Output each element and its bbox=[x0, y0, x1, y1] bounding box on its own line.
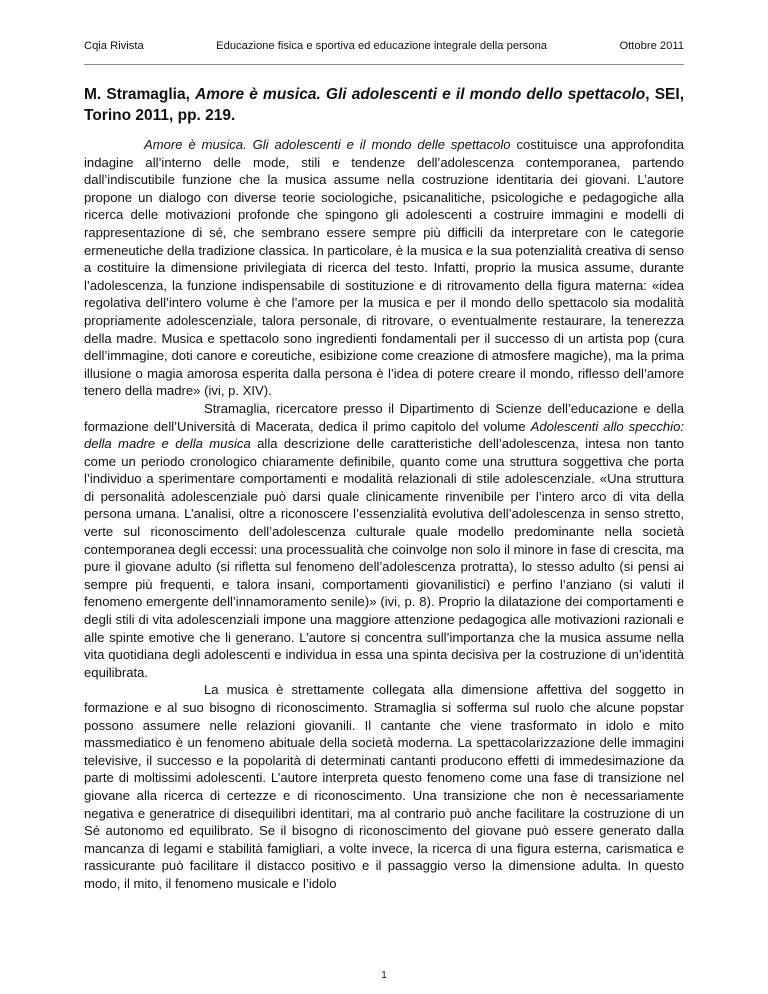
running-header bbox=[84, 40, 684, 52]
title-publication: , SEI, Torino 2011, pp. 219. bbox=[84, 86, 684, 124]
review-title bbox=[84, 84, 684, 126]
title-book: Amore è musica. Gli adolescenti e il mondo dello spettacolo bbox=[195, 86, 646, 103]
header-section-title: Educazione fisica e sportiva ed educazione integrale della persona bbox=[216, 40, 548, 52]
paragraph-2-chapter-title: Adolescenti allo specchio: della madre e della musica bbox=[84, 418, 684, 452]
header-divider bbox=[84, 64, 684, 65]
review-body bbox=[84, 136, 684, 893]
paragraph-3: La musica è strettamente collegata alla dimensione affettiva del soggetto in formazione e al suo bisogno di riconoscimento. Stramaglia si sofferma sul ruolo che alcune popstar possono assumere nelle relazioni giovanili. Il cantante che viene trasformato in idolo e mito massmediatico è un fenomeno abituale della società moderna. La spettacolarizzazione delle immagini televisive, il successo e la popolarità di determinati cantanti producono effetti di immedesimazione da parte di moltissimi adolescenti. L’autore interpreta questo fenomeno come una fase di transizione nel giovane alla ricerca di certezze e di riconoscimento. Una transizione che non è necessariamente negativa e generatrice di disequilibri identitari, ma al contrario può anche facilitare la costruzione di un Sé autonomo ed equilibrato. Se il bisogno di riconoscimento del giovane può essere generato dalla mancanza di legami e stabilità famigliari, a volte invece, la ricerca di una figura esterna, carismatica e rassicurante può facilitare il distacco positivo e il passaggio verso la dimensione adulta. In questo modo, il mito, il fenomeno musicale e l’idolo bbox=[84, 682, 684, 891]
page-number: 1 bbox=[381, 970, 387, 981]
paragraph-2 bbox=[84, 400, 684, 682]
paragraph-2-pre: Stramaglia, ricercatore presso il Dipartimento di Scienze dell’educazione e della formazione dell’Università di Macerata, dedica il primo capitolo del volume bbox=[84, 400, 684, 434]
paragraph-1-intro: Amore è musica. Gli adolescenti e il mondo delle spettacolo bbox=[144, 137, 511, 152]
paragraph-1 bbox=[84, 136, 684, 400]
title-author: M. Stramaglia, bbox=[84, 86, 196, 103]
header-issue-date: Ottobre 2011 bbox=[619, 40, 684, 52]
paragraph-1-text: costituisce una approfondita indagine all’interno delle mode, stili e tendenze dell’adolescenza contemporanea, partendo dall’indiscutibile funzione che la musica assume nella costruzione identitaria dei giovani. L’autore propone un dialogo con diverse teorie sociologiche, psicanalitiche, psicologiche e pedagogiche alla ricerca delle motivazioni profonde che spingono gli adolescenti a costruire immagini e modelli di rappresentazione di sé, che sembrano essere sempre più difficili da interpretare con le categorie ermeneutiche della tradizione classica. In particolare, è la musica e la sua potenzialità creativa di senso a costituire la dimensione privilegiata di ricerca del testo. Infatti, proprio la musica assume, durante l’adolescenza, la funzione indispensabile di sostituzione e di ritrovamento della figura materna: «idea regolativa dell’intero volume è che l’amore per la musica e per il mondo dello spettacolo sia modalità propriamente adolescenziale, talora personale, di ritrovare, o eventualmente restaurare, la tenerezza della madre. Musica e spettacolo sono ingredienti fondamentali per il successo di un artista pop (cura dell’immagine, doti canore e coreutiche, esibizione come creazione di atmosfere magiche), ma la prima illusione o magia amorosa esperita dalla persona è l’idea di potere creare il mondo, riflesso dell’amore tenero della madre» (ivi, p. XIV). bbox=[84, 137, 684, 399]
header-journal-name: Cqia Rivista bbox=[84, 40, 144, 52]
paragraph-2-post: alla descrizione delle caratteristiche dell’adolescenza, intesa non tanto come un periodo cronologico chiaramente definibile, quanto come una struttura soggettiva che porta l’individuo a sperimentare comportamenti e modalità relazionali di stile adolescenziale. «Una struttura di personalità adolescenziale può darsi quale clinicamente rinvenibile per l’intero arco di vita della persona umana. L’analisi, oltre a riconoscere l’essenzialità evolutiva dell’adolescenza in senso stretto, verte sul riconoscimento dell’adolescenza culturale quale modello predominante nella società contemporanea degli eccessi: una processualità che coinvolge non solo il minore in fase di crescita, ma pure il giovane adulto (si rifletta sul fenomeno dell’adolescenza protratta), lo stesso adulto (si pensi ai sempre più frequenti, e talora insani, comportamenti giovanilistici) e perfino l’anziano (si valuti il fenomeno emergente dell’innamoramento senile)» (ivi, p. 8). Proprio la dilatazione dei comportamenti e degli stili di vita adolescenziali impone una maggiore attenzione pedagogica alle motivazioni razionali e alle spinte emotive che li generano. L’autore si concentra sull’importanza che la musica assume nella vita quotidiana degli adolescenti e individua in essa una spinta decisiva per la costruzione di un’identità equilibrata. bbox=[84, 436, 684, 680]
